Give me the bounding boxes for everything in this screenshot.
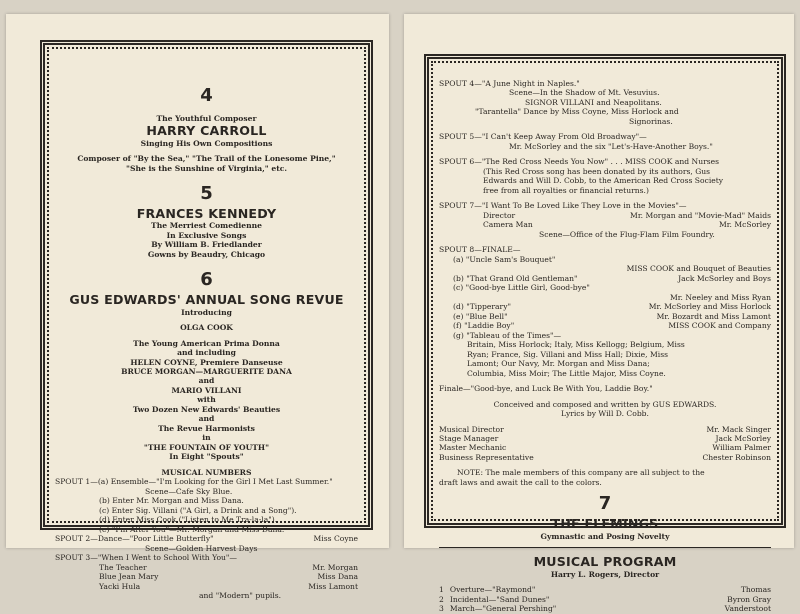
program-item-number: 1 [439, 585, 444, 595]
act-line: and [198, 414, 215, 424]
act-line: BRUCE MORGAN—MARGUERITE DANA [121, 367, 292, 376]
spout-1 [55, 477, 358, 534]
spout-row [483, 220, 771, 229]
spout-row [453, 293, 771, 302]
spout-row-label: (f) "Laddie Boy" [453, 321, 515, 331]
act-line: HELEN COYNE, Premiere Danseuse [130, 357, 283, 367]
spout-line: Scene—Office of the Flug-Flam Film Foundry. [539, 229, 715, 239]
spout-line: (b) Enter Mr. Morgan and Miss Dana. [99, 496, 244, 506]
act-number: 7 [598, 493, 612, 515]
program-item-number: 2 [439, 594, 444, 604]
spout-line: and "Modern" pupils. [199, 591, 282, 601]
program-list [439, 585, 771, 613]
act-line: The Merriest Comedienne [151, 221, 262, 231]
act-line: The Young American Prima Donna [133, 338, 280, 348]
spout-row-value: MISS COOK and Company [668, 321, 771, 331]
staff-role: Business Representative [439, 452, 534, 462]
spout-line: free from all royalties or financial returns.) [483, 185, 649, 195]
staff-role: Stage Manager [439, 433, 499, 443]
spout-line: Britain, Miss Horlock; Italy, Miss Kellogg; Belgium, Miss [467, 340, 685, 350]
spout-row [453, 274, 771, 283]
spout-row-value: Mr. Bozardt and Miss Lamont [656, 311, 771, 321]
divider [439, 547, 771, 548]
spout-line: Columbia, Miss Moir; The Little Major, Miss Coyne. [467, 368, 666, 378]
spout-line: Scene—Cafe Sky Blue. [145, 486, 233, 496]
spout-line: Lamont; Our Navy, Mr. Morgan and Miss Dana; [467, 359, 650, 369]
spout-3-rows [55, 563, 358, 601]
act-name: THE FLEMINGS [551, 515, 659, 531]
spout-line: SPOUT 4—"A June Night in Naples." [439, 79, 580, 88]
act-line: MARIO VILLANI [171, 385, 242, 395]
act-sub: Singing His Own Compositions [140, 138, 273, 148]
credits-line: Conceived and composed and written by GUS EDWARDS. [493, 399, 717, 409]
spout-line: (d) Enter Miss Cook ("Listen to Me Tra-la-la"). [99, 515, 278, 525]
spout-row-value: Miss Lamont [308, 581, 358, 591]
program-item-title: Overture—"Raymond" [449, 585, 536, 595]
act-number: 4 [200, 85, 213, 106]
spout-row [453, 283, 771, 292]
spout-7-rows [439, 211, 771, 230]
spout-row-label: Blue Jean Mary [99, 572, 159, 582]
spout-line: SPOUT 7—"I Want To Be Loved Like They Love in the Movies"— [439, 201, 687, 211]
act-line: and [198, 376, 215, 386]
spout-line: Edwards and Will D. Cobb, to the American Red Cross Society [483, 176, 724, 186]
staff-list [439, 425, 771, 463]
act-line: with [197, 395, 216, 405]
spout-row-value: Miss Dana [317, 572, 358, 582]
spout-row [99, 572, 358, 581]
note-line: NOTE: The male members of this company are all subject to the [457, 468, 705, 478]
spout-4 [439, 79, 771, 126]
act-line: Two Dozen New Edwards' Beauties [132, 404, 281, 414]
act-line: By William B. Friedlander [151, 240, 262, 250]
spout-row-label: SPOUT 2—Dance—"Poor Little Butterfly" [55, 534, 214, 544]
spout-row-value: Mr. Morgan and "Movie-Mad" Maids [630, 210, 771, 220]
spout-row [453, 312, 771, 321]
staff-row [439, 443, 771, 452]
program-item-title: March—"General Pershing" [449, 604, 557, 614]
left-page [6, 14, 389, 601]
spout-row-value: Jack McSorley and Boys [678, 273, 771, 283]
spout-line: SPOUT 5—"I Can't Keep Away From Old Broadway"— [439, 132, 647, 142]
staff-row [439, 453, 771, 462]
spout-line: (e) "I'm After You"—Mr. Morgan and Miss Dana. [99, 524, 285, 534]
finale-line: Finale—"Good-bye, and Luck Be With You, Laddie Boy." [439, 384, 653, 394]
staff-role: Master Mechanic [439, 443, 507, 453]
spout-row-label: (b) "That Grand Old Gentleman" [453, 273, 578, 283]
spout-row-value: Mr. Morgan [312, 562, 358, 572]
spout-line: SPOUT 1—(a) Ensemble—"I'm Looking for the Girl I Met Last Summer." [55, 477, 333, 487]
act-line: Composer of "By the Sea," "The Trail of the Lonesome Pine," [77, 154, 336, 164]
spout-row [453, 302, 771, 311]
spout-row [55, 534, 358, 543]
spout-row-label: (e) "Blue Bell" [453, 311, 508, 321]
act-number: 5 [200, 183, 213, 205]
spout-row-label: (d) "Tipperary" [453, 302, 511, 312]
spout-row-label: Director [483, 210, 516, 220]
section-title: MUSICAL NUMBERS [161, 467, 252, 477]
act-line: and including [177, 348, 236, 358]
act-line: Gowns by Beaudry, Chicago [147, 249, 266, 259]
program-item [439, 604, 771, 613]
act-line: The Revue Harmonists [158, 423, 255, 433]
staff-name: William Palmer [712, 443, 771, 453]
note-line: draft laws and await the call to the colors. [439, 477, 602, 487]
act-line: OLGA COOK [180, 323, 233, 333]
act-number: 6 [200, 269, 213, 291]
spout-2 [55, 534, 358, 553]
program-title: MUSICAL PROGRAM [533, 554, 677, 570]
right-page [404, 14, 794, 614]
decorative-border [40, 40, 373, 601]
program-item-title: Incidental—"Sand Dunes" [449, 594, 550, 604]
spout-line: (g) "Tableau of the Times"— [453, 330, 562, 340]
spout-7 [439, 201, 771, 239]
act-name: GUS EDWARDS' ANNUAL SONG REVUE [69, 291, 344, 307]
right-column [439, 79, 771, 614]
spout-row-value: Miss Coyne [313, 534, 358, 544]
act-line: "THE FOUNTAIN OF YOUTH" [143, 442, 270, 452]
spout-line: Ryan; France, Sig. Villani and Miss Hall; Dixie, Miss [467, 349, 669, 359]
spout-row [483, 211, 771, 220]
staff-row [439, 425, 771, 434]
spout-row-value: Mr. McSorley [718, 220, 771, 230]
act-line: In Eight "Spouts" [169, 452, 244, 462]
spout-row-value: Mr. Neeley and Miss Ryan [669, 292, 771, 302]
act-intro: The Youthful Composer [156, 113, 257, 123]
program-item [439, 595, 771, 604]
spout-8-rows [439, 274, 771, 378]
act-sub: Gymnastic and Posing Novelty [540, 531, 670, 541]
spout-8 [439, 245, 771, 378]
spout-line: "Tarantella" Dance by Miss Coyne, Miss Horlock and [475, 107, 679, 117]
spout-line: (a) "Uncle Sam's Bouquet" [453, 254, 556, 264]
spout-row-label: (c) "Good-bye Little Girl, Good-bye" [453, 283, 590, 293]
staff-row [439, 434, 771, 443]
spout-line: (c) Enter Sig. Villani ("A Girl, a Drink and a Song"). [99, 505, 297, 515]
spout-row-value: Mr. McSorley and Miss Horlock [648, 302, 771, 312]
program-director: Harry L. Rogers, Director [550, 569, 660, 579]
spout-line: SPOUT 6—"The Red Cross Needs You Now" . . . MISS COOK and Nurses [439, 157, 719, 167]
staff-name: Chester Robinson [702, 452, 771, 462]
staff-role: Musical Director [439, 424, 504, 434]
program-item-composer: Vanderstoot [724, 604, 771, 614]
left-column [55, 75, 358, 601]
spout-line: MISS COOK and Bouquet of Beauties [626, 264, 771, 274]
spout-row-label: Yacki Hula [99, 581, 141, 591]
act-line: Introducing [181, 307, 232, 317]
spout-line: SIGNOR VILLANI and Neapolitans. [525, 97, 662, 107]
staff-name: Jack McSorley [715, 433, 771, 443]
spout-5 [439, 132, 771, 151]
program-item-composer: Byron Gray [727, 594, 771, 604]
spout-line: Signorinas. [629, 116, 673, 126]
program-item-number: 3 [439, 604, 444, 614]
spout-row-label: Camera Man [483, 220, 533, 230]
decorative-border [424, 54, 786, 614]
spout-6 [439, 157, 771, 195]
spout-line: Scene—In the Shadow of Mt. Vesuvius. [509, 88, 660, 98]
spout-line: (This Red Cross song has been donated by its authors, Gus [483, 166, 711, 176]
act-line: in [202, 433, 211, 443]
spout-row-label: The Teacher [99, 562, 147, 572]
spout-row [99, 582, 358, 591]
act-line: In Exclusive Songs [166, 230, 247, 240]
program-item [439, 585, 771, 594]
spout-3 [55, 553, 358, 600]
act-line: "She is the Sunshine of Virginia," etc. [126, 163, 287, 173]
spout-row-label [453, 293, 664, 302]
credits-line: Lyrics by Will D. Cobb. [561, 409, 649, 419]
act-name: HARRY CARROLL [146, 122, 267, 138]
staff-name: Mr. Mack Singer [706, 424, 771, 434]
spout-line: SPOUT 8—FINALE— [439, 245, 521, 255]
spout-line: SPOUT 3—"When I Went to School With You"— [55, 553, 238, 563]
spout-row [99, 563, 358, 572]
act-name: FRANCES KENNEDY [136, 205, 277, 221]
spout-line: Scene—Golden Harvest Days [145, 543, 258, 553]
program-item-composer: Thomas [740, 585, 771, 595]
spout-row [453, 321, 771, 330]
spout-line: Mr. McSorley and the six "Let's-Have-Another Boys." [509, 141, 713, 151]
